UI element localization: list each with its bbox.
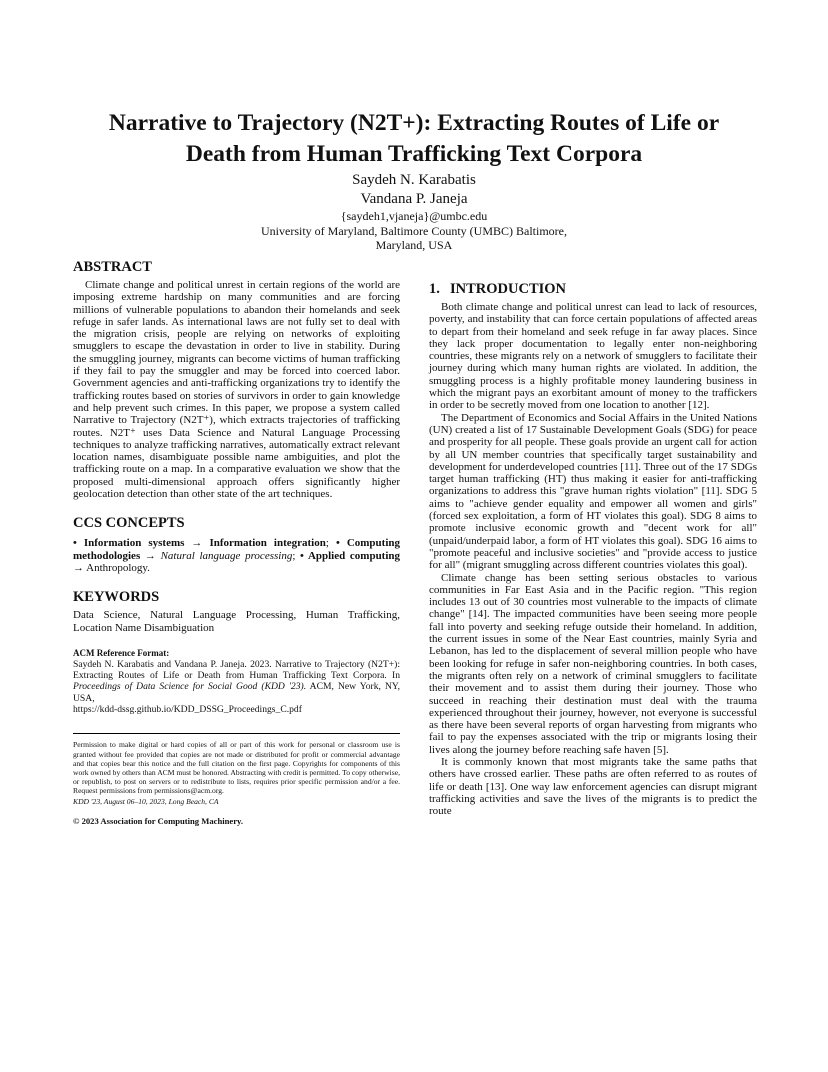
- acm-reference-heading: ACM Reference Format:: [73, 647, 170, 658]
- paper-title: [40, 108, 788, 170]
- ccs-term: Information integration: [209, 537, 326, 550]
- ccs-heading: CCS CONCEPTS: [73, 515, 185, 532]
- section-title: INTRODUCTION: [450, 281, 567, 297]
- right-column: [429, 280, 757, 817]
- keywords-section: [73, 588, 400, 634]
- acm-reference-publisher: ACM, New York, NY, USA,: [73, 681, 400, 704]
- intro-paragraph: Climate change has been setting serious obstacles to various communities in Far East Asia and in the Pacific region. "This region includes 13 out of 30 countries most vulnerable to the impacts of climate change" [14]. The impacted communities have been seeing more people fall into poverty and seeking refuge outside their homeland. In addition, the current issues in some of the Near East countries, mainly Syria and Lebanon, has led to the displacement of several million people who have been looking for refuge in safer non-neighboring countries. In both cases, the migrants often rely on a network of criminal smugglers to facilitate their movement and to assist them during their journey. Those who succeed in reaching their destination must deal with the trauma experienced throughout their journey, however, not everyone is successful as there have been several reports of organ harvesting from migrants who fail to pay the expenses associated with the trip or migrants losing their lives along the journey before reaching safe haven [5].: [429, 571, 757, 756]
- abstract-text: Climate change and political unrest in certain regions of the world are imposing extreme hardship on many communities and are forcing millions of vulnerable populations to abandon their homelands and seek refuge in safer lands. As international laws are not fully set to deal with the migration crisis, people are relying on networks of exploiting smugglers to escape the devastation in order to live in stability. During the smuggling journey, migrants can become victims of human trafficking if they fail to pay the smuggler and may be forced into coerced labor. Government agencies and anti-trafficking organizations try to identify the trafficking routes based on stories of survivors in order to gain knowledge and help prevent such crimes. In this paper, we propose a system called Narrative to Trajectory (N2T⁺), which extracts trajectories of trafficking routes. N2T⁺ uses Data Science and Natural Language Processing techniques to analyze trafficking narratives, automatically extract relevant location names, disambiguate possible name ambiguities, and plot the trafficking route on a map. In a comparative evaluation we show that the proposed multi-dimensional approach offers significantly higher geolocation detection than other state of the art techniques.: [73, 279, 400, 501]
- intro-paragraph: Both climate change and political unrest can lead to lack of resources, poverty, and instability that can force certain populations of affected areas to depart from their homeland and seek refuge in far away places. Since they lack proper documentation to legally enter non-neighboring countries, these migrants rely on a network of smugglers to facilitate their journey during which many human rights are violated. In addition, the smuggling process is a highly profitable money laundering business in which the migrant pays an exorbitant amount of money to the traffickers in order to be secretly moved from one location to another [12].: [429, 301, 757, 412]
- title-line-2: Death from Human Trafficking Text Corpora: [185, 141, 643, 167]
- acm-reference-venue: Proceedings of Data Science for Social Good (KDD '23).: [73, 681, 307, 693]
- affiliation: [200, 224, 628, 253]
- intro-paragraph: It is commonly known that most migrants take the same paths that others have crossed earlier. These paths are often referred to as routes of life or death [13]. One way law enforcement agencies can disrupt migrant trafficking activities and save the lives of the migrants is to predict the route: [429, 755, 757, 818]
- acm-reference-url[interactable]: https://kdd-dssg.github.io/KDD_DSSG_Proceedings_C.pdf: [73, 704, 302, 716]
- ccs-term: Anthropology.: [86, 561, 150, 574]
- keywords-heading: KEYWORDS: [73, 589, 160, 606]
- ccs-term: • Applied computing: [300, 549, 401, 562]
- conference-name: KDD '23, August 06–10, 2023, Long Beach, CA: [73, 796, 219, 806]
- author-block: [200, 171, 628, 253]
- intro-paragraph: The Department of Economics and Social Affairs in the United Nations (UN) created a list of 17 Sustainable Development Goals (SDG) for peace and prosperity for all people. These goals provide an urgent call for action by all UN member countries that specifically target sustainability and development for underdeveloped countries [11]. Three out of the 17 SDGs target human trafficking (HT) thus making it easier for anti-trafficking organizations to address this "grave human rights violation" [11]. SDG 5 aims to "achieve gender equality and empower all women and girls" (forced sex exploitation, a form of HT violates this goal). SDG 8 aims to promote inclusive economic growth and "decent work for all" (unpaid/underpaid labor, a form of HT violates this goal). SDG 16 aims to "promote peaceful and inclusive societies" and "provide access to justice for all" (migrant smuggling across different countries violates this goal).: [429, 411, 757, 572]
- permission-notice: Permission to make digital or hard copies of all or part of this work for personal or classroom use is granted without fee provided that copies are not made or distributed for profit or commercial advantage and that copies bear this notice and the full citation on the first page. Copyrights for components of this work owned by others than ACM must be honored. Abstracting with credit is permitted. To copy otherwise, or republish, to post on servers or to redistribute to lists, requires prior specific permission and/or a fee. Request permissions from permissions@acm.org.: [73, 740, 400, 796]
- introduction-heading: [429, 280, 757, 298]
- ccs-arrow: →: [144, 549, 156, 562]
- ccs-separator: ;: [325, 537, 336, 550]
- affiliation-line-1: University of Maryland, Baltimore County (UMBC) Baltimore,: [261, 223, 567, 238]
- abstract-heading: ABSTRACT: [73, 259, 152, 275]
- title-line-1: Narrative to Trajectory (N2T+): Extracting Routes of Life or: [108, 110, 720, 136]
- footnote-rule: [73, 733, 400, 734]
- ccs-arrow: →: [191, 537, 203, 550]
- ccs-text: [73, 537, 400, 574]
- ccs-separator: ;: [292, 549, 301, 562]
- author-name: Vandana P. Janeja: [360, 191, 468, 207]
- author-name: Saydeh N. Karabatis: [352, 172, 476, 188]
- section-number: 1.: [429, 281, 440, 297]
- author-email: {saydeh1,vjaneja}@umbc.edu: [340, 209, 488, 223]
- acm-reference-text: [73, 659, 400, 715]
- keywords-text: Data Science, Natural Language Processing, Human Trafficking, Location Name Disambiguation: [73, 609, 400, 634]
- conference-info: [73, 797, 400, 806]
- ccs-term: Natural language processing: [160, 549, 293, 562]
- left-column: [73, 258, 400, 826]
- abstract-section: [73, 258, 400, 500]
- acm-reference: [73, 648, 400, 715]
- acm-reference-citation: Saydeh N. Karabatis and Vandana P. Janeja. 2023. Narrative to Trajectory (N2T+): Extracting Routes of Life or Death from Human Trafficking Text Corpora. In: [73, 658, 400, 682]
- ccs-term: • Computing methodologies: [73, 537, 401, 562]
- ccs-section: [73, 514, 400, 574]
- affiliation-line-2: Maryland, USA: [375, 238, 453, 252]
- copyright-notice: © 2023 Association for Computing Machinery.: [73, 815, 244, 826]
- ccs-arrow: →: [73, 561, 84, 574]
- ccs-term: • Information systems: [73, 537, 185, 550]
